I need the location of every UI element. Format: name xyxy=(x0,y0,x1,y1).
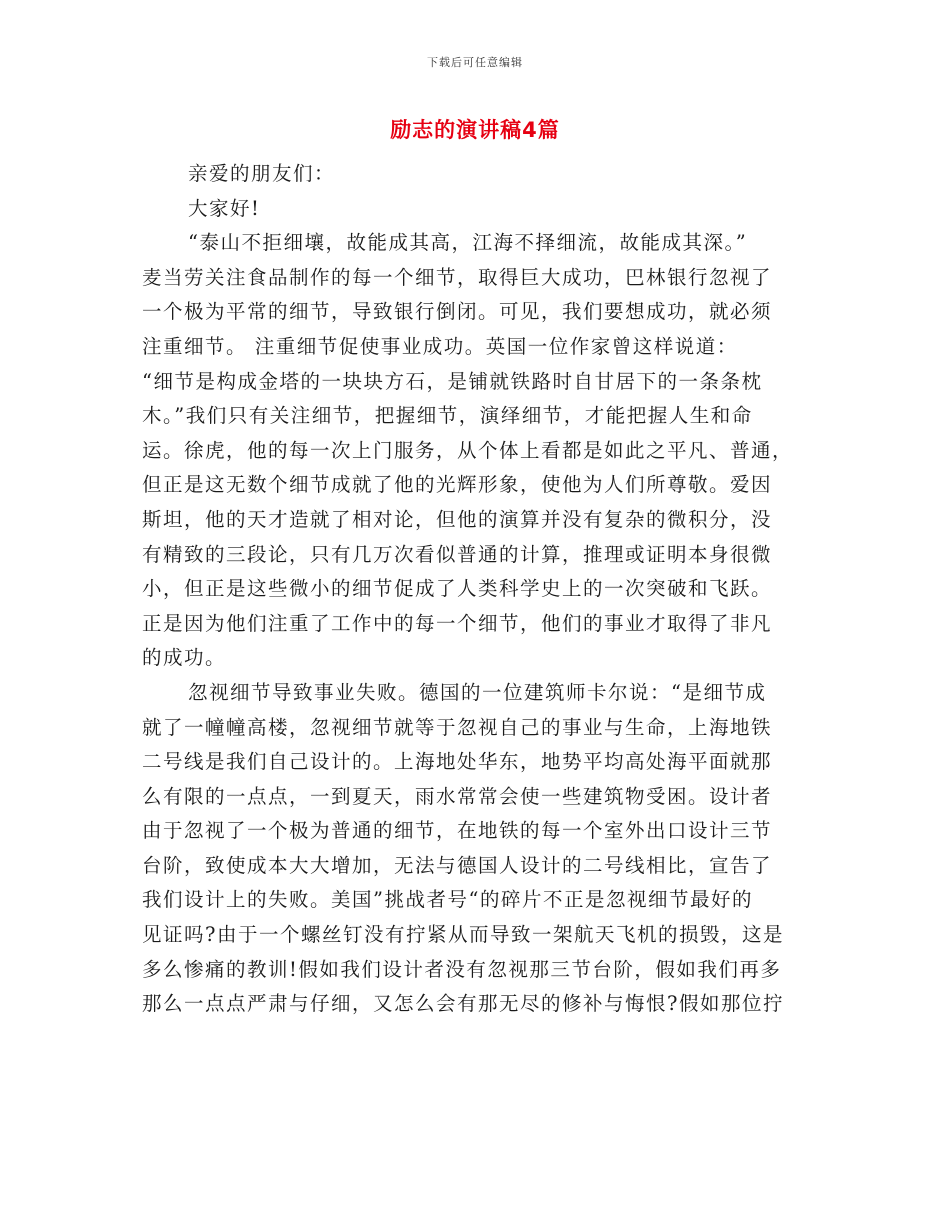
text-line: 就了一幢幢高楼，忽视细节就等于忽视自己的事业与生命，上海地铁 xyxy=(142,715,773,739)
text-line: 的成功。 xyxy=(142,646,227,670)
text-line: 忽视细节导致事业失败。德国的一位建筑师卡尔说：“是细节成 xyxy=(188,680,767,704)
text-line: 运。徐虎，他的每一次上门服务，从个体上看都是如此之平凡、普通， xyxy=(142,438,794,462)
text-line: 么有限的一点点，一到夏天，雨水常常会使一些建筑物受困。设计者 xyxy=(142,784,773,808)
text-line: 正是因为他们注重了工作中的每一个细节，他们的事业才取得了非凡 xyxy=(142,611,773,635)
document-body xyxy=(142,157,812,1022)
text-line: 木。”我们只有关注细节，把握细节，演绎细节，才能把握人生和命 xyxy=(142,404,753,428)
text-line: 但正是这无数个细节成就了他的光辉形象，使他为人们所尊敬。爱因 xyxy=(142,473,773,497)
document-title: 励志的演讲稿4篇 xyxy=(390,118,560,142)
text-line: 二号线是我们自己设计的。上海地处华东，地势平均高处海平面就那 xyxy=(142,750,773,774)
text-line: 注重细节。 注重细节促使事业成功。英国一位作家曾这样说道： xyxy=(142,334,738,358)
text-line: 小，但正是这些微小的细节促成了人类科学史上的一次突破和飞跃。 xyxy=(142,577,773,601)
text-line: 见证吗?由于一个螺丝钉没有拧紧从而导致一架航天飞机的损毁，这是 xyxy=(142,923,784,947)
text-line: 一个极为平常的细节，导致银行倒闭。可见，我们要想成功，就必须 xyxy=(142,300,773,324)
download-note: 下载后可任意编辑 xyxy=(427,56,523,69)
text-line: 我们设计上的失败。美国”挑战者号“的碎片不正是忽视细节最好的 xyxy=(142,888,753,912)
text-line: 麦当劳关注食品制作的每一个细节，取得巨大成功，巴林银行忽视了 xyxy=(142,265,773,289)
text-line: 亲爱的朋友们： xyxy=(188,162,336,185)
text-line: 多么惨痛的教训!假如我们设计者没有忽视那三节台阶，假如我们再多 xyxy=(142,957,782,981)
text-line: 有精致的三段论，只有几万次看似普通的计算，推理或证明本身很微 xyxy=(142,542,773,566)
text-line: 台阶，致使成本大大增加，无法与德国人设计的二号线相比，宣告了 xyxy=(142,853,773,877)
text-line: 那么一点点严肃与仔细，又怎么会有那无尽的修补与悔恨?假如那位拧 xyxy=(142,992,784,1016)
text-line: 斯坦，他的天才造就了相对论，但他的演算并没有复杂的微积分，没 xyxy=(142,507,773,531)
text-line: “细节是构成金塔的一块块方石，是铺就铁路时自甘居下的一条条枕 xyxy=(142,369,763,393)
text-line: “泰山不拒细壤，故能成其高，江海不择细流，故能成其深。” xyxy=(188,231,748,255)
text-line: 大家好! xyxy=(188,196,261,220)
text-line: 由于忽视了一个极为普通的细节，在地铁的每一个室外出口设计三节 xyxy=(142,819,773,843)
